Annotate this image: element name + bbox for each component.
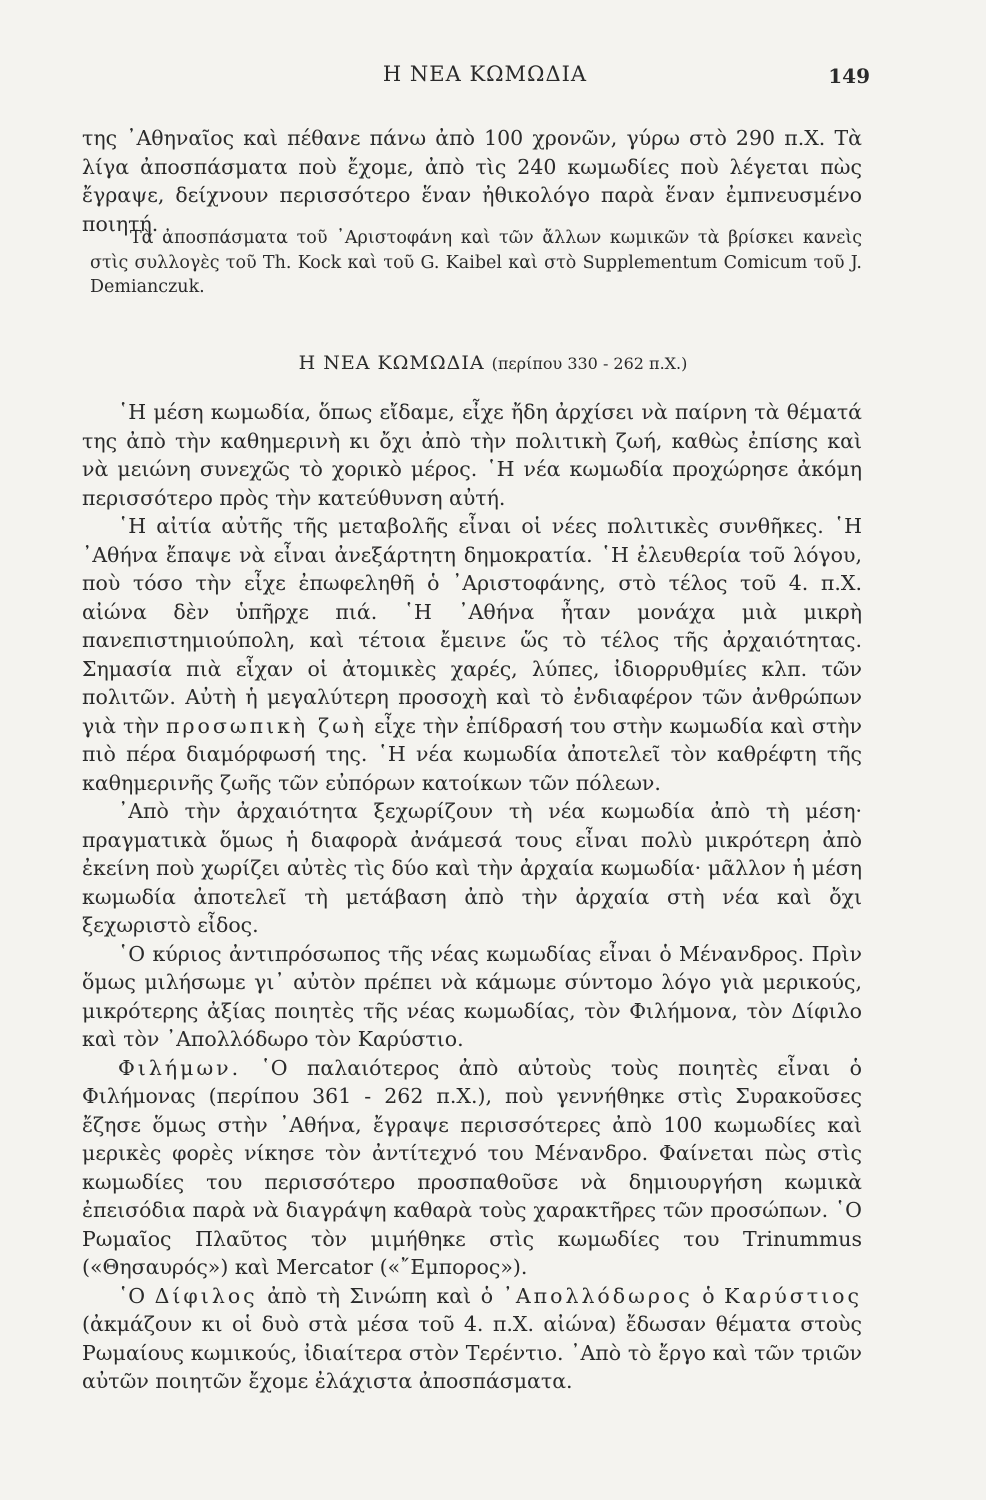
paragraph-3: ᾿Απὸ τὴν ἀρχαιότητα ξεχωρίζουν τὴ νέα κωμωδία ἀπὸ τὴ μέση· πραγματικὰ ὅμως ἡ διαφορὰ ἀνάμεσά τους εἶναι πολὺ μικρότερη ἀπὸ ἐκείνη ποὺ χωρίζει αὐτὲς τὶς δύο καὶ τὴν ἀρχαία κωμωδία· μᾶλλον ἡ μέση κωμωδία ἀποτελεῖ τὴ μετάβαση ἀπὸ τὴν ἀρχαία στὴ νέα καὶ ὄχι ξεχωριστὸ εἶδος. xyxy=(82,799,862,937)
paragraph-2-part-a: ῾Η αἰτία αὐτῆς τῆς μεταβολῆς εἶναι οἱ νέες πολιτικὲς συνθῆκες. ῾Η ᾿Αθήνα ἔπαψε νὰ εἶναι ἀνεξάρτητη δημοκρατία. ῾Η ἐλευθερία τοῦ λόγου, ποὺ τόσο τὴν εἶχε ἐπωφεληθῆ ὁ ᾿Αριστοφάνης, στὸ τέλος τοῦ 4. π.Χ. αἰώνα δὲν ὑπῆρχε πιά. ῾Η ᾿Αθήνα ἦταν μονάχα μιὰ μικρὴ πανεπιστημιούπολη, καὶ τέτοια ἔμεινε ὥς τὸ τέλος τῆς ἀρχαιότητας. Σημασία πιὰ εἶχαν οἱ ἀτομικὲς χαρές, λύπες, ἰδιορρυθμίες κλπ. τῶν πολιτῶν. Αὐτὴ ἡ μεγαλύτερη προσοχὴ καὶ τὸ ἐνδιαφέρον τῶν ἀνθρώπων γιὰ τὴν xyxy=(82,514,862,738)
running-title: Η ΝΕΑ ΚΩΜΩΔΙΑ xyxy=(382,62,588,86)
paragraph-5-text: ῾Ο παλαιότερος ἀπὸ αὐτοὺς τοὺς ποιητὲς εἶναι ὁ Φιλήμονας (περίπου 361 - 262 π.Χ.), ποὺ γεννήθηκε στὶς Συρακοῦσες ἔζησε ὅμως στὴν ᾿Αθήνα, ἔγραψε περισσότερες ἀπὸ 100 κωμωδίες καὶ μερικὲς φορὲς νίκησε τὸν ἀντίτεχνό του Μένανδρο. Φαίνεται πὼς στὶς κωμωδίες του περισσότερο προσπαθοῦσε νὰ δημιουργήση κωμικὰ ἐπεισόδια παρὰ νὰ διαγράψη καθαρὰ τοὺς χαρακτῆρες τῶν προσώπων. ῾Ο Ρωμαῖος Πλαῦτος τὸν μιμήθηκε στὶς κωμωδίες του Trinummus («Θησαυρός») καὶ Mercator («῎Εμπορος»). xyxy=(82,1055,862,1279)
page-header xyxy=(90,56,880,96)
body-text xyxy=(82,398,862,1396)
footnote-text: Τὰ ἀποσπάσματα τοῦ ᾿Αριστοφάνη καὶ τῶν ἄλλων κωμικῶν τὰ βρίσκει κανεὶς στὶς συλλογὲς τοῦ Th. Kock καὶ τοῦ G. Kaibel καὶ στὸ Supplementum Comicum τοῦ J. Demianczuk. xyxy=(90,228,862,297)
footnote xyxy=(90,226,862,300)
philemon-heading: Φιλήμων. xyxy=(118,1055,242,1080)
paragraph-2-part-b: εἶχε τὴν ἐπίδρασή του στὴν κωμωδία καὶ στὴν πιὸ πέρα διαμόρφωσή της. ῾Η νέα κωμωδία ἀποτελεῖ τὸν καθρέφτη τῆς καθημερινῆς ζωῆς τῶν εὐπόρων κατοίκων τῶν πόλεων. xyxy=(82,713,862,795)
karystios-name: Καρύστιος xyxy=(724,1283,862,1308)
paragraph-6-part-c: ὁ xyxy=(702,1283,715,1308)
intro-paragraph-block xyxy=(82,124,862,238)
paragraph-6-part-d: (ἀκμάζουν κι οἱ δυὸ στὰ μέσα τοῦ 4. π.Χ. αἰώνα) ἔδωσαν θέματα στοὺς Ρωμαίους κωμικούς, ἰδιαίτερα στὸν Τερέντιο. ᾿Απὸ τὸ ἔργο καὶ τῶν τριῶν αὐτῶν ποιητῶν ἔχομε ἐλάχιστα ἀποσπάσματα. xyxy=(82,1312,862,1393)
section-heading xyxy=(0,352,986,374)
paragraph-1: ῾Η μέση κωμωδία, ὅπως εἴδαμε, εἶχε ἤδη ἀρχίσει νὰ παίρνη τὰ θέματά της ἀπὸ τὴν καθημερινὴ κι ὄχι ἀπὸ τὴν πολιτικὴ ζωή, καθὼς ἐπίσης καὶ νὰ μειώνη συνεχῶς τὸ χορικὸ μέρος. ῾Η νέα κωμωδία προχώρησε ἀκόμη περισσότερο πρὸς τὴν κατεύθυνση αὐτή. xyxy=(82,400,862,510)
paragraph-6 xyxy=(82,1282,862,1396)
section-title: Η ΝΕΑ ΚΩΜΩΔΙΑ xyxy=(298,352,485,374)
paragraph-6-part-b: ἀπὸ τὴ Σινώπη καὶ ὁ xyxy=(267,1283,494,1308)
apollodorus-name: ᾿Απολλόδωρος xyxy=(502,1283,693,1308)
paragraph-5 xyxy=(82,1054,862,1282)
section-subtitle: (περίπου 330 - 262 π.Χ.) xyxy=(491,354,688,373)
page-number: 149 xyxy=(828,64,870,88)
spaced-emphasis: προσωπικὴ ζωὴ xyxy=(166,713,368,738)
paragraph-4: ῾Ο κύριος ἀντιπρόσωπος τῆς νέας κωμωδίας εἶναι ὁ Μένανδρος. Πρὶν ὅμως μιλήσωμε γι᾿ αὐτὸν πρέπει νὰ κάμωμε σύντομο λόγο γιὰ μερικούς, μικρότερης ἀξίας ποιητὲς τῆς νέας κωμωδίας, τὸν Φιλήμονα, τὸν Δίφιλο καὶ τὸν ᾿Απολλόδωρο τὸν Καρύστιο. xyxy=(82,941,862,1051)
intro-paragraph: της ᾿Αθηναῖος καὶ πέθανε πάνω ἀπὸ 100 χρονῶν, γύρω στὸ 290 π.Χ. Τὰ λίγα ἀποσπάσματα ποὺ ἔχομε, ἀπὸ τὶς 240 κωμωδίες ποὺ λέγεται πὼς ἔγραψε, δείχνουν περισσότερο ἕναν ἠθικολόγο παρὰ ἕναν ἐμπνευσμένο ποιητή. xyxy=(82,126,862,236)
paragraph-6-part-a: ῾Ο xyxy=(118,1283,146,1308)
diphilus-name: Δίφιλος xyxy=(154,1283,258,1308)
paragraph-2 xyxy=(82,512,862,797)
